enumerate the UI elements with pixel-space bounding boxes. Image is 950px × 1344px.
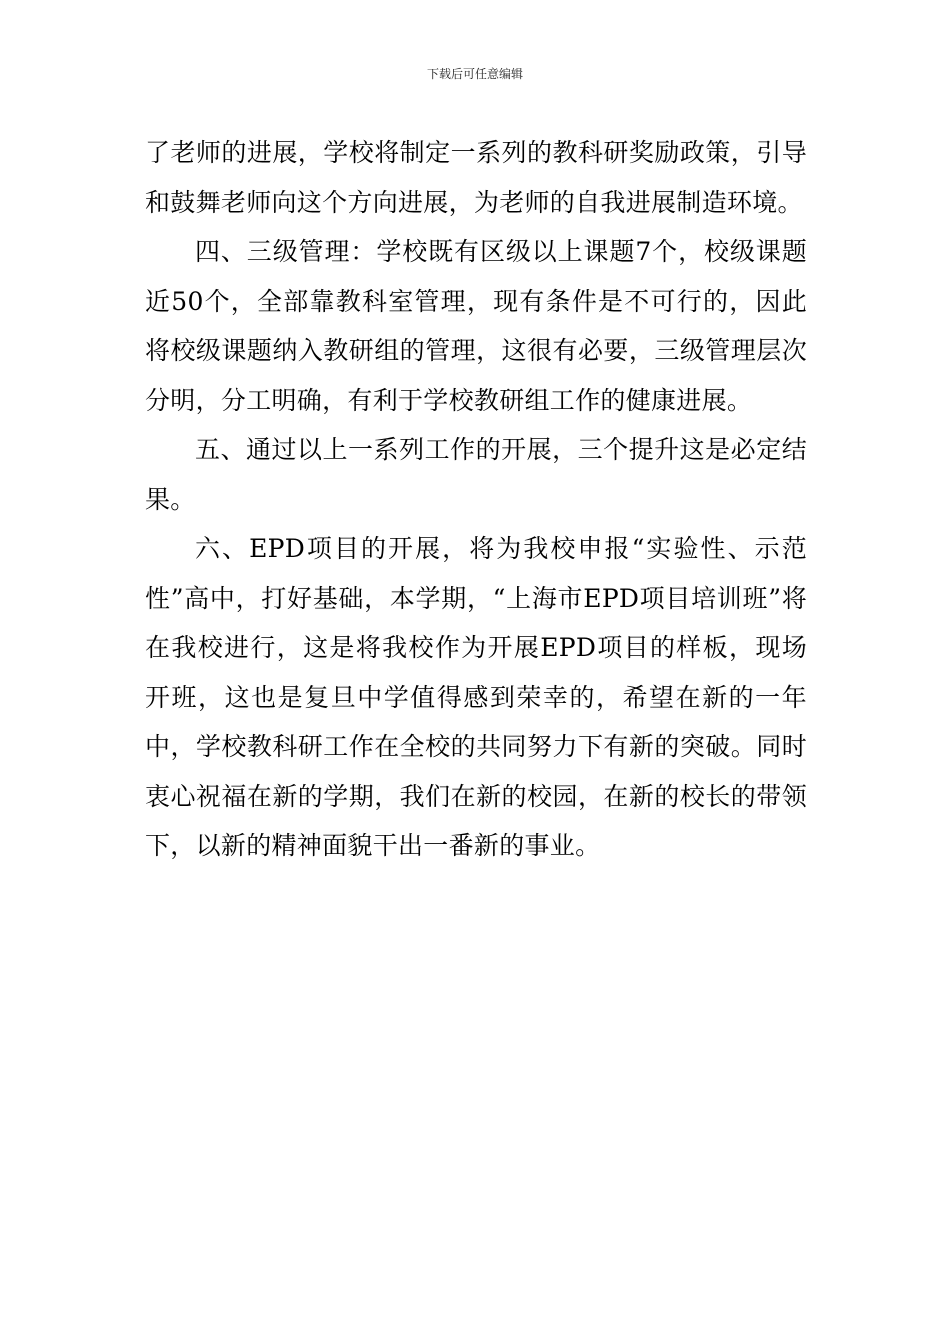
paragraph-2: 四、三级管理：学校既有区级以上课题7个，校级课题近50个，全部靠教科室管理，现有条件是不可行的，因此将校级课题纳入教研组的管理，这很有必要，三级管理层次分明，分工明确，有利于学校教研组工作的健康进展。	[145, 237, 807, 415]
document-body	[145, 128, 807, 871]
page-header: 下载后可任意编辑	[426, 67, 523, 81]
paragraph-4: 六、EPD项目的开展，将为我校申报“实验性、示范性”高中，打好基础，本学期，“上海市EPD项目培训班”将在我校进行，这是将我校作为开展EPD项目的样板，现场开班，这也是复旦中学值得感到荣幸的，希望在新的一年中，学校教科研工作在全校的共同努力下有新的突破。同时衷心祝福在新的学期，我们在新的校园，在新的校长的带领下，以新的精神面貌干出一番新的事业。	[145, 534, 807, 860]
paragraph-1: 了老师的进展，学校将制定一系列的教科研奖励政策，引导和鼓舞老师向这个方向进展，为老师的自我进展制造环境。	[145, 138, 807, 217]
paragraph-3: 五、通过以上一系列工作的开展，三个提升这是必定结果。	[145, 435, 807, 514]
